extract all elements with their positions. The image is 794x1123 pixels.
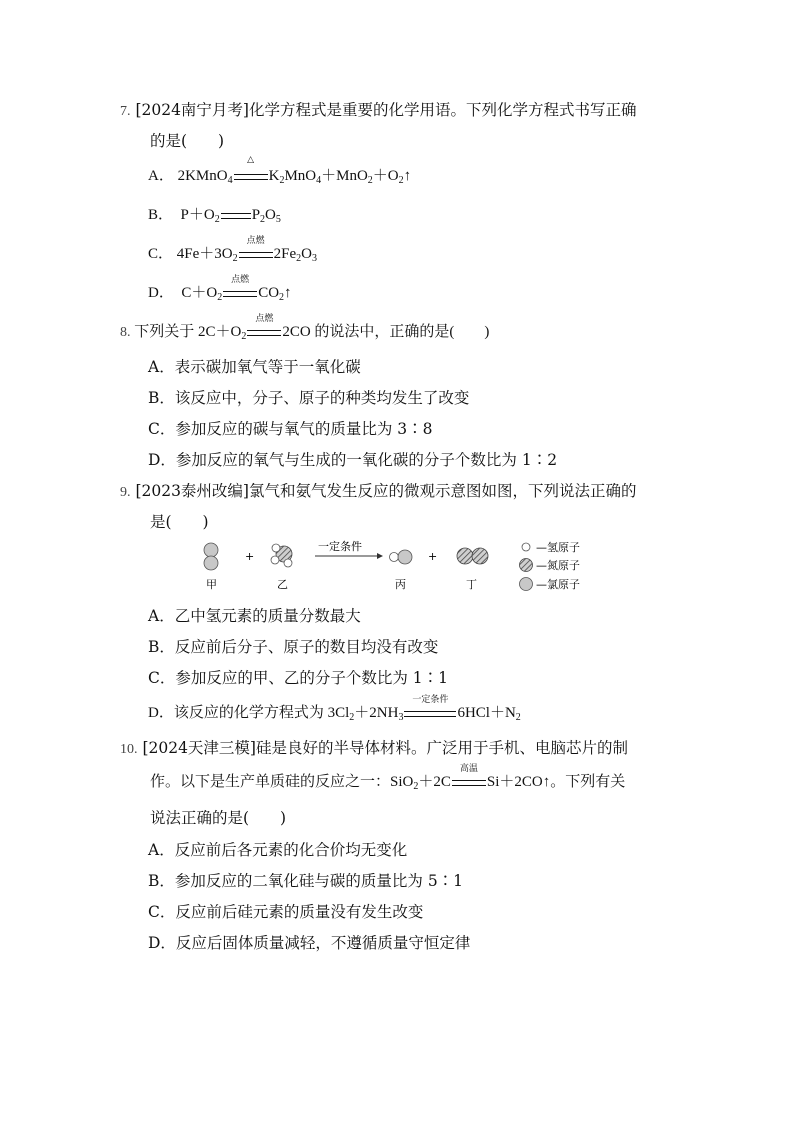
q7-option-d: D． $C+O_2$ 点燃 $CO_2↑$	[148, 281, 292, 303]
label-yi: 乙	[277, 578, 288, 591]
q9-stem-text: [2023泰州改编]氯气和氨气发生反应的微观示意图如图，下列说法正确的	[135, 482, 637, 500]
molecule-nh3	[271, 544, 292, 567]
q9-option-a: A．乙中氢元素的质量分数最大	[148, 607, 361, 625]
q7-stem-line2: 的是( )	[150, 132, 225, 150]
q7-option-a-product: K	[268, 168, 280, 184]
condition-label: 高温	[459, 764, 478, 774]
arrow-head	[377, 553, 383, 559]
q7-option-a-formula: 2KMnO	[177, 168, 228, 184]
q10-stem-line2-post: Si＋2CO↑。下列有关	[486, 774, 626, 790]
condition-label: 点燃	[246, 236, 265, 246]
q7-number: 7.	[120, 104, 131, 119]
q8-option-a: A．表示碳加氧气等于一氧化碳	[148, 358, 361, 376]
q10-stem-line3: 说法正确的是( )	[150, 809, 287, 827]
q8-option-c: C．参加反应的碳与氧气的质量比为 3∶8	[148, 420, 433, 438]
legend	[520, 540, 581, 591]
q9-stem-line1	[120, 479, 636, 501]
q7-stem-text: [2024南宁月考]化学方程式是重要的化学用语。下列化学方程式书写正确	[135, 101, 637, 119]
q7-option-b-label: B．	[148, 207, 174, 223]
molecule-cl2	[204, 543, 218, 570]
reaction-condition	[452, 764, 486, 791]
plus-sign: +	[428, 550, 438, 563]
q7-option-c: C． $4Fe+3O_2$ 点燃 $2Fe_2O_3$	[148, 242, 317, 264]
condition-label: △	[247, 155, 255, 165]
reaction-condition	[404, 695, 456, 722]
q8-number: 8.	[120, 325, 131, 340]
q7-option-b: B． $P+O_2$ $P_2O_5$	[148, 207, 281, 225]
molecule-n2	[457, 548, 488, 564]
legend-chlorine: —氯原子	[536, 578, 580, 591]
reaction-diagram	[195, 538, 595, 598]
label-bing: 丙	[395, 578, 406, 591]
q7-option-c-label: C．	[148, 246, 174, 262]
molecule-hcl	[390, 550, 413, 564]
legend-hydrogen: —氢原子	[536, 541, 580, 554]
q7-option-a-label: A．	[148, 168, 174, 184]
q8-stem: 8. 下列关于 $2C+O_2$ 点燃 2CO 的说法中，正确的是( )	[120, 320, 489, 342]
label-jia: 甲	[206, 578, 217, 591]
q10-number: 10.	[120, 742, 138, 757]
reaction-condition	[247, 314, 281, 341]
q7-option-a: A． 2KMnO$_4$ △ $K_2MnO_4+MnO_2+O_2↑$	[148, 155, 412, 186]
q9-option-c: C．参加反应的甲、乙的分子个数比为 1∶1	[148, 669, 449, 687]
q9-number: 9.	[120, 485, 131, 500]
q8-option-b: B．该反应中，分子、原子的种类均发生了改变	[148, 389, 470, 407]
q8-stem-post: 2CO 的说法中，正确的是( )	[282, 324, 490, 340]
plus-sign: +	[245, 550, 255, 563]
label-ding: 丁	[466, 578, 477, 591]
q7-option-d-label: D．	[148, 285, 174, 301]
q7-stem-line1	[120, 98, 636, 120]
reaction-condition	[239, 236, 273, 263]
reaction-condition	[234, 155, 268, 185]
legend-nitrogen: —氮原子	[536, 559, 580, 572]
q8-option-d: D．参加反应的氧气与生成的一氧化碳的分子个数比为 1∶2	[148, 451, 558, 469]
q9-option-d-pre: D．该反应的化学方程式为 3Cl	[148, 705, 350, 721]
reaction-equals	[221, 207, 251, 224]
q9-stem-line2: 是( )	[150, 513, 209, 531]
condition-label: 一定条件	[412, 695, 449, 705]
condition-label: 点燃	[255, 314, 274, 324]
q10-stem-line1	[120, 736, 628, 758]
q8-stem-pre: 下列关于 2C＋O	[134, 324, 242, 340]
q9-option-d-post: 6HCl＋N	[457, 705, 516, 721]
q10-stem-line2: 作。以下是生产单质硅的反应之一：SiO$_2$＋2C 高温 Si＋2CO↑。下列有关	[150, 770, 625, 792]
q10-stem-line2-pre: 作。以下是生产单质硅的反应之一：SiO	[150, 774, 414, 790]
q10-option-d: D．反应后固体质量减轻，不遵循质量守恒定律	[148, 934, 471, 952]
condition-label: 点燃	[231, 275, 250, 285]
q9-option-d: D．该反应的化学方程式为 $3Cl_2+2NH_3$ 一定条件 $6HCl+N_2$	[148, 701, 521, 723]
q10-option-a: A．反应前后各元素的化合价均无变化	[148, 841, 408, 859]
reaction-condition	[223, 275, 257, 302]
q10-option-b: B．参加反应的二氧化硅与碳的质量比为 5∶1	[148, 872, 464, 890]
q9-option-b: B．反应前后分子、原子的数目均没有改变	[148, 638, 439, 656]
q10-option-c: C．反应前后硅元素的质量没有发生改变	[148, 903, 424, 921]
q10-stem-text: [2024天津三模]硅是良好的半导体材料。广泛用于手机、电脑芯片的制	[142, 739, 628, 757]
arrow-label: 一定条件	[318, 540, 362, 553]
